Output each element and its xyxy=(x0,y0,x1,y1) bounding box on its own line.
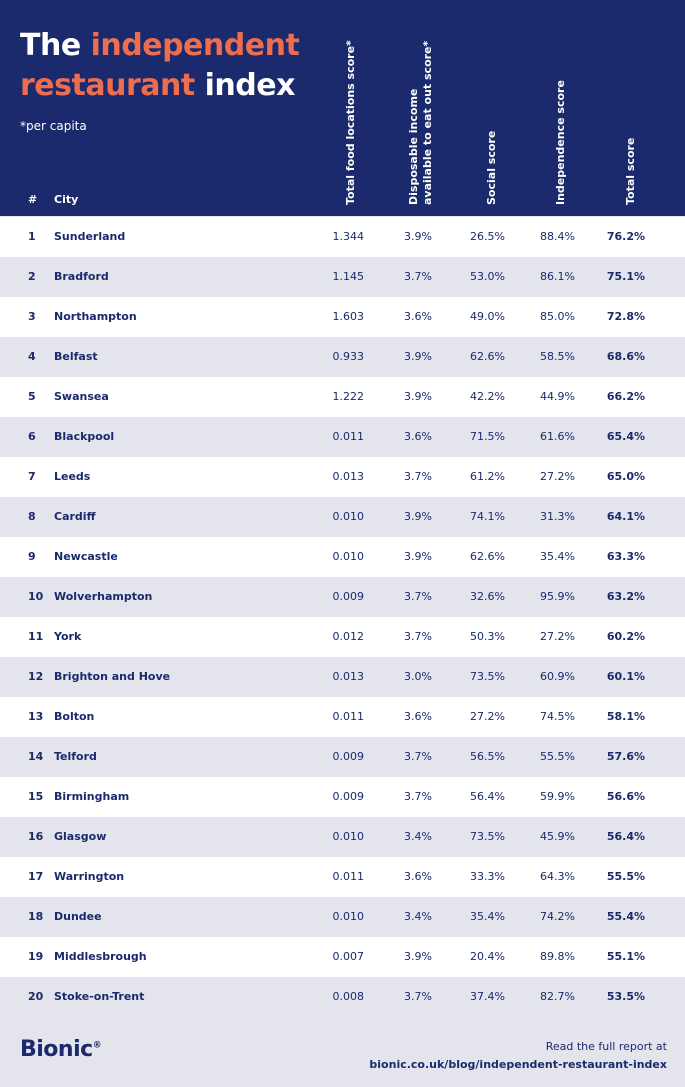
header-banner xyxy=(0,0,685,216)
cell-social-score: 20.4% xyxy=(470,950,505,963)
cell-income-score: 3.6% xyxy=(404,710,432,723)
cell-total-score: 55.1% xyxy=(606,950,645,963)
cell-food-score: 0.933 xyxy=(332,350,364,363)
cell-city: Warrington xyxy=(54,870,125,883)
cell-independence-score: 45.9% xyxy=(540,830,575,843)
cell-social-score: 71.5% xyxy=(470,430,505,443)
cell-social-score: 56.4% xyxy=(470,790,505,803)
report-link: bionic.co.uk/blog/independent-restaurant-index xyxy=(369,1058,667,1071)
table-row xyxy=(0,457,685,497)
cell-social-score: 26.5% xyxy=(470,230,505,243)
cell-food-score: 0.013 xyxy=(332,470,364,483)
table-row xyxy=(0,697,685,737)
cell-food-score: 1.222 xyxy=(332,390,364,403)
footnote: *per capita xyxy=(20,119,87,133)
cell-income-score: 3.9% xyxy=(404,230,432,243)
cell-income-score: 3.6% xyxy=(404,870,432,883)
logo-text: Bionic xyxy=(20,1037,93,1062)
col-header-income-1: Disposable income xyxy=(407,88,420,205)
cell-total-score: 55.4% xyxy=(606,910,645,923)
cell-city: Swansea xyxy=(54,390,109,403)
cell-food-score: 0.010 xyxy=(332,510,364,523)
cell-city: Northampton xyxy=(54,310,137,323)
cell-independence-score: 89.8% xyxy=(540,950,575,963)
table-row xyxy=(0,497,685,537)
cell-independence-score: 95.9% xyxy=(540,590,575,603)
cell-total-score: 60.1% xyxy=(606,670,645,683)
cell-food-score: 1.145 xyxy=(332,270,364,283)
cell-rank: 8 xyxy=(28,510,36,523)
table-row xyxy=(0,257,685,297)
cell-city: Bolton xyxy=(54,710,95,723)
cell-rank: 3 xyxy=(28,310,36,323)
table-row xyxy=(0,977,685,1017)
cell-food-score: 0.010 xyxy=(332,550,364,563)
cell-income-score: 3.7% xyxy=(404,990,432,1003)
cell-independence-score: 85.0% xyxy=(540,310,575,323)
cell-social-score: 49.0% xyxy=(470,310,505,323)
cell-social-score: 53.0% xyxy=(470,270,505,283)
cell-independence-score: 35.4% xyxy=(540,550,575,563)
cell-total-score: 76.2% xyxy=(606,230,645,243)
cell-food-score: 0.009 xyxy=(332,790,364,803)
cell-social-score: 35.4% xyxy=(470,910,505,923)
cell-rank: 5 xyxy=(28,390,36,403)
cell-food-score: 0.008 xyxy=(332,990,364,1003)
cell-city: Newcastle xyxy=(54,550,118,563)
cell-total-score: 64.1% xyxy=(606,510,645,523)
table-row xyxy=(0,777,685,817)
cell-independence-score: 86.1% xyxy=(540,270,575,283)
cell-rank: 16 xyxy=(28,830,44,843)
cell-total-score: 68.6% xyxy=(606,350,645,363)
cell-city: Blackpool xyxy=(54,430,115,443)
cell-city: Wolverhampton xyxy=(54,590,153,603)
table-row xyxy=(0,297,685,337)
cell-social-score: 62.6% xyxy=(470,550,505,563)
cell-food-score: 0.007 xyxy=(332,950,364,963)
cell-social-score: 33.3% xyxy=(470,870,505,883)
title-text-1: The xyxy=(20,28,91,63)
cell-rank: 15 xyxy=(28,790,44,803)
cell-rank: 2 xyxy=(28,270,36,283)
cell-total-score: 63.3% xyxy=(606,550,645,563)
cell-independence-score: 60.9% xyxy=(540,670,575,683)
cell-rank: 10 xyxy=(28,590,44,603)
cell-total-score: 56.4% xyxy=(606,830,645,843)
cell-city: Belfast xyxy=(54,350,98,363)
cell-food-score: 1.344 xyxy=(332,230,364,243)
cell-independence-score: 88.4% xyxy=(540,230,575,243)
cell-income-score: 3.0% xyxy=(404,670,432,683)
cell-independence-score: 58.5% xyxy=(540,350,575,363)
cell-income-score: 3.7% xyxy=(404,750,432,763)
cell-rank: 9 xyxy=(28,550,36,563)
table-row xyxy=(0,537,685,577)
cell-income-score: 3.4% xyxy=(404,910,432,923)
cell-social-score: 61.2% xyxy=(470,470,505,483)
cell-social-score: 50.3% xyxy=(470,630,505,643)
cell-income-score: 3.7% xyxy=(404,790,432,803)
cell-city: York xyxy=(54,630,82,643)
cell-rank: 14 xyxy=(28,750,44,763)
cell-independence-score: 64.3% xyxy=(540,870,575,883)
cell-city: Leeds xyxy=(54,470,91,483)
cell-rank: 20 xyxy=(28,990,44,1003)
cell-rank: 1 xyxy=(28,230,36,243)
cell-income-score: 3.9% xyxy=(404,350,432,363)
cell-food-score: 0.010 xyxy=(332,910,364,923)
cell-total-score: 56.6% xyxy=(606,790,645,803)
cell-city: Bradford xyxy=(54,270,109,283)
cell-food-score: 0.012 xyxy=(332,630,364,643)
logo-mark: ® xyxy=(92,1040,102,1051)
cell-city: Birmingham xyxy=(54,790,130,803)
cell-income-score: 3.7% xyxy=(404,470,432,483)
table-row xyxy=(0,417,685,457)
cell-independence-score: 27.2% xyxy=(540,630,575,643)
col-header-rank: # xyxy=(28,193,38,206)
table-row xyxy=(0,937,685,977)
cell-income-score: 3.7% xyxy=(404,630,432,643)
col-header-food: Total food locations score* xyxy=(344,40,357,205)
table-row xyxy=(0,617,685,657)
cell-food-score: 0.009 xyxy=(332,750,364,763)
cell-rank: 6 xyxy=(28,430,36,443)
col-header-total: Total score xyxy=(624,137,637,205)
table-row xyxy=(0,377,685,417)
cell-rank: 13 xyxy=(28,710,44,723)
cell-total-score: 65.0% xyxy=(606,470,645,483)
table-row xyxy=(0,897,685,937)
table-row xyxy=(0,817,685,857)
cell-social-score: 74.1% xyxy=(470,510,505,523)
col-header-city: City xyxy=(54,193,79,206)
cell-food-score: 0.010 xyxy=(332,830,364,843)
page-title xyxy=(20,26,299,106)
cell-food-score: 0.011 xyxy=(332,430,364,443)
cell-rank: 7 xyxy=(28,470,36,483)
table-row xyxy=(0,657,685,697)
cell-social-score: 42.2% xyxy=(470,390,505,403)
cell-income-score: 3.6% xyxy=(404,310,432,323)
cell-rank: 17 xyxy=(28,870,44,883)
title-accent-1: independent xyxy=(90,28,300,63)
bionic-logo xyxy=(20,1037,101,1062)
table-row xyxy=(0,577,685,617)
cell-city: Stoke-on-Trent xyxy=(54,990,145,1003)
cell-independence-score: 27.2% xyxy=(540,470,575,483)
cell-income-score: 3.7% xyxy=(404,590,432,603)
table-row xyxy=(0,337,685,377)
cell-independence-score: 74.5% xyxy=(540,710,575,723)
cell-city: Telford xyxy=(54,750,97,763)
table-row xyxy=(0,217,685,257)
cell-food-score: 1.603 xyxy=(332,310,364,323)
cell-total-score: 60.2% xyxy=(606,630,645,643)
cell-social-score: 73.5% xyxy=(470,670,505,683)
col-header-independence: Independence score xyxy=(554,80,567,205)
cell-city: Sunderland xyxy=(54,230,126,243)
table-row xyxy=(0,737,685,777)
cell-rank: 4 xyxy=(28,350,36,363)
cell-independence-score: 82.7% xyxy=(540,990,575,1003)
cell-total-score: 58.1% xyxy=(606,710,645,723)
cell-city: Cardiff xyxy=(54,510,96,523)
cell-income-score: 3.9% xyxy=(404,950,432,963)
cell-independence-score: 74.2% xyxy=(540,910,575,923)
cell-food-score: 0.011 xyxy=(332,710,364,723)
cell-social-score: 73.5% xyxy=(470,830,505,843)
cell-social-score: 32.6% xyxy=(470,590,505,603)
cell-total-score: 65.4% xyxy=(606,430,645,443)
cell-total-score: 55.5% xyxy=(606,870,645,883)
cell-food-score: 0.009 xyxy=(332,590,364,603)
cell-rank: 19 xyxy=(28,950,44,963)
cell-independence-score: 44.9% xyxy=(540,390,575,403)
cell-independence-score: 55.5% xyxy=(540,750,575,763)
cell-city: Glasgow xyxy=(54,830,107,843)
cell-social-score: 56.5% xyxy=(470,750,505,763)
cell-independence-score: 59.9% xyxy=(540,790,575,803)
cell-rank: 11 xyxy=(28,630,44,643)
cell-total-score: 72.8% xyxy=(606,310,645,323)
cell-food-score: 0.013 xyxy=(332,670,364,683)
cell-city: Brighton and Hove xyxy=(54,670,171,683)
cell-total-score: 66.2% xyxy=(606,390,645,403)
cell-total-score: 75.1% xyxy=(606,270,645,283)
report-caption: Read the full report at xyxy=(545,1040,667,1053)
cell-food-score: 0.011 xyxy=(332,870,364,883)
cell-independence-score: 61.6% xyxy=(540,430,575,443)
cell-income-score: 3.4% xyxy=(404,830,432,843)
cell-rank: 18 xyxy=(28,910,44,923)
title-accent-2: restaurant xyxy=(20,68,195,103)
cell-social-score: 37.4% xyxy=(470,990,505,1003)
cell-total-score: 57.6% xyxy=(606,750,645,763)
title-text-2: index xyxy=(194,68,295,103)
col-header-income-2: available to eat out score* xyxy=(421,40,434,205)
cell-social-score: 27.2% xyxy=(470,710,505,723)
cell-city: Middlesbrough xyxy=(54,950,147,963)
cell-total-score: 53.5% xyxy=(606,990,645,1003)
cell-independence-score: 31.3% xyxy=(540,510,575,523)
data-table xyxy=(0,217,685,1017)
cell-income-score: 3.9% xyxy=(404,510,432,523)
cell-income-score: 3.9% xyxy=(404,390,432,403)
cell-income-score: 3.9% xyxy=(404,550,432,563)
cell-social-score: 62.6% xyxy=(470,350,505,363)
cell-rank: 12 xyxy=(28,670,44,683)
cell-total-score: 63.2% xyxy=(606,590,645,603)
table-row xyxy=(0,857,685,897)
cell-income-score: 3.6% xyxy=(404,430,432,443)
col-header-social: Social score xyxy=(485,130,498,205)
cell-income-score: 3.7% xyxy=(404,270,432,283)
cell-city: Dundee xyxy=(54,910,102,923)
